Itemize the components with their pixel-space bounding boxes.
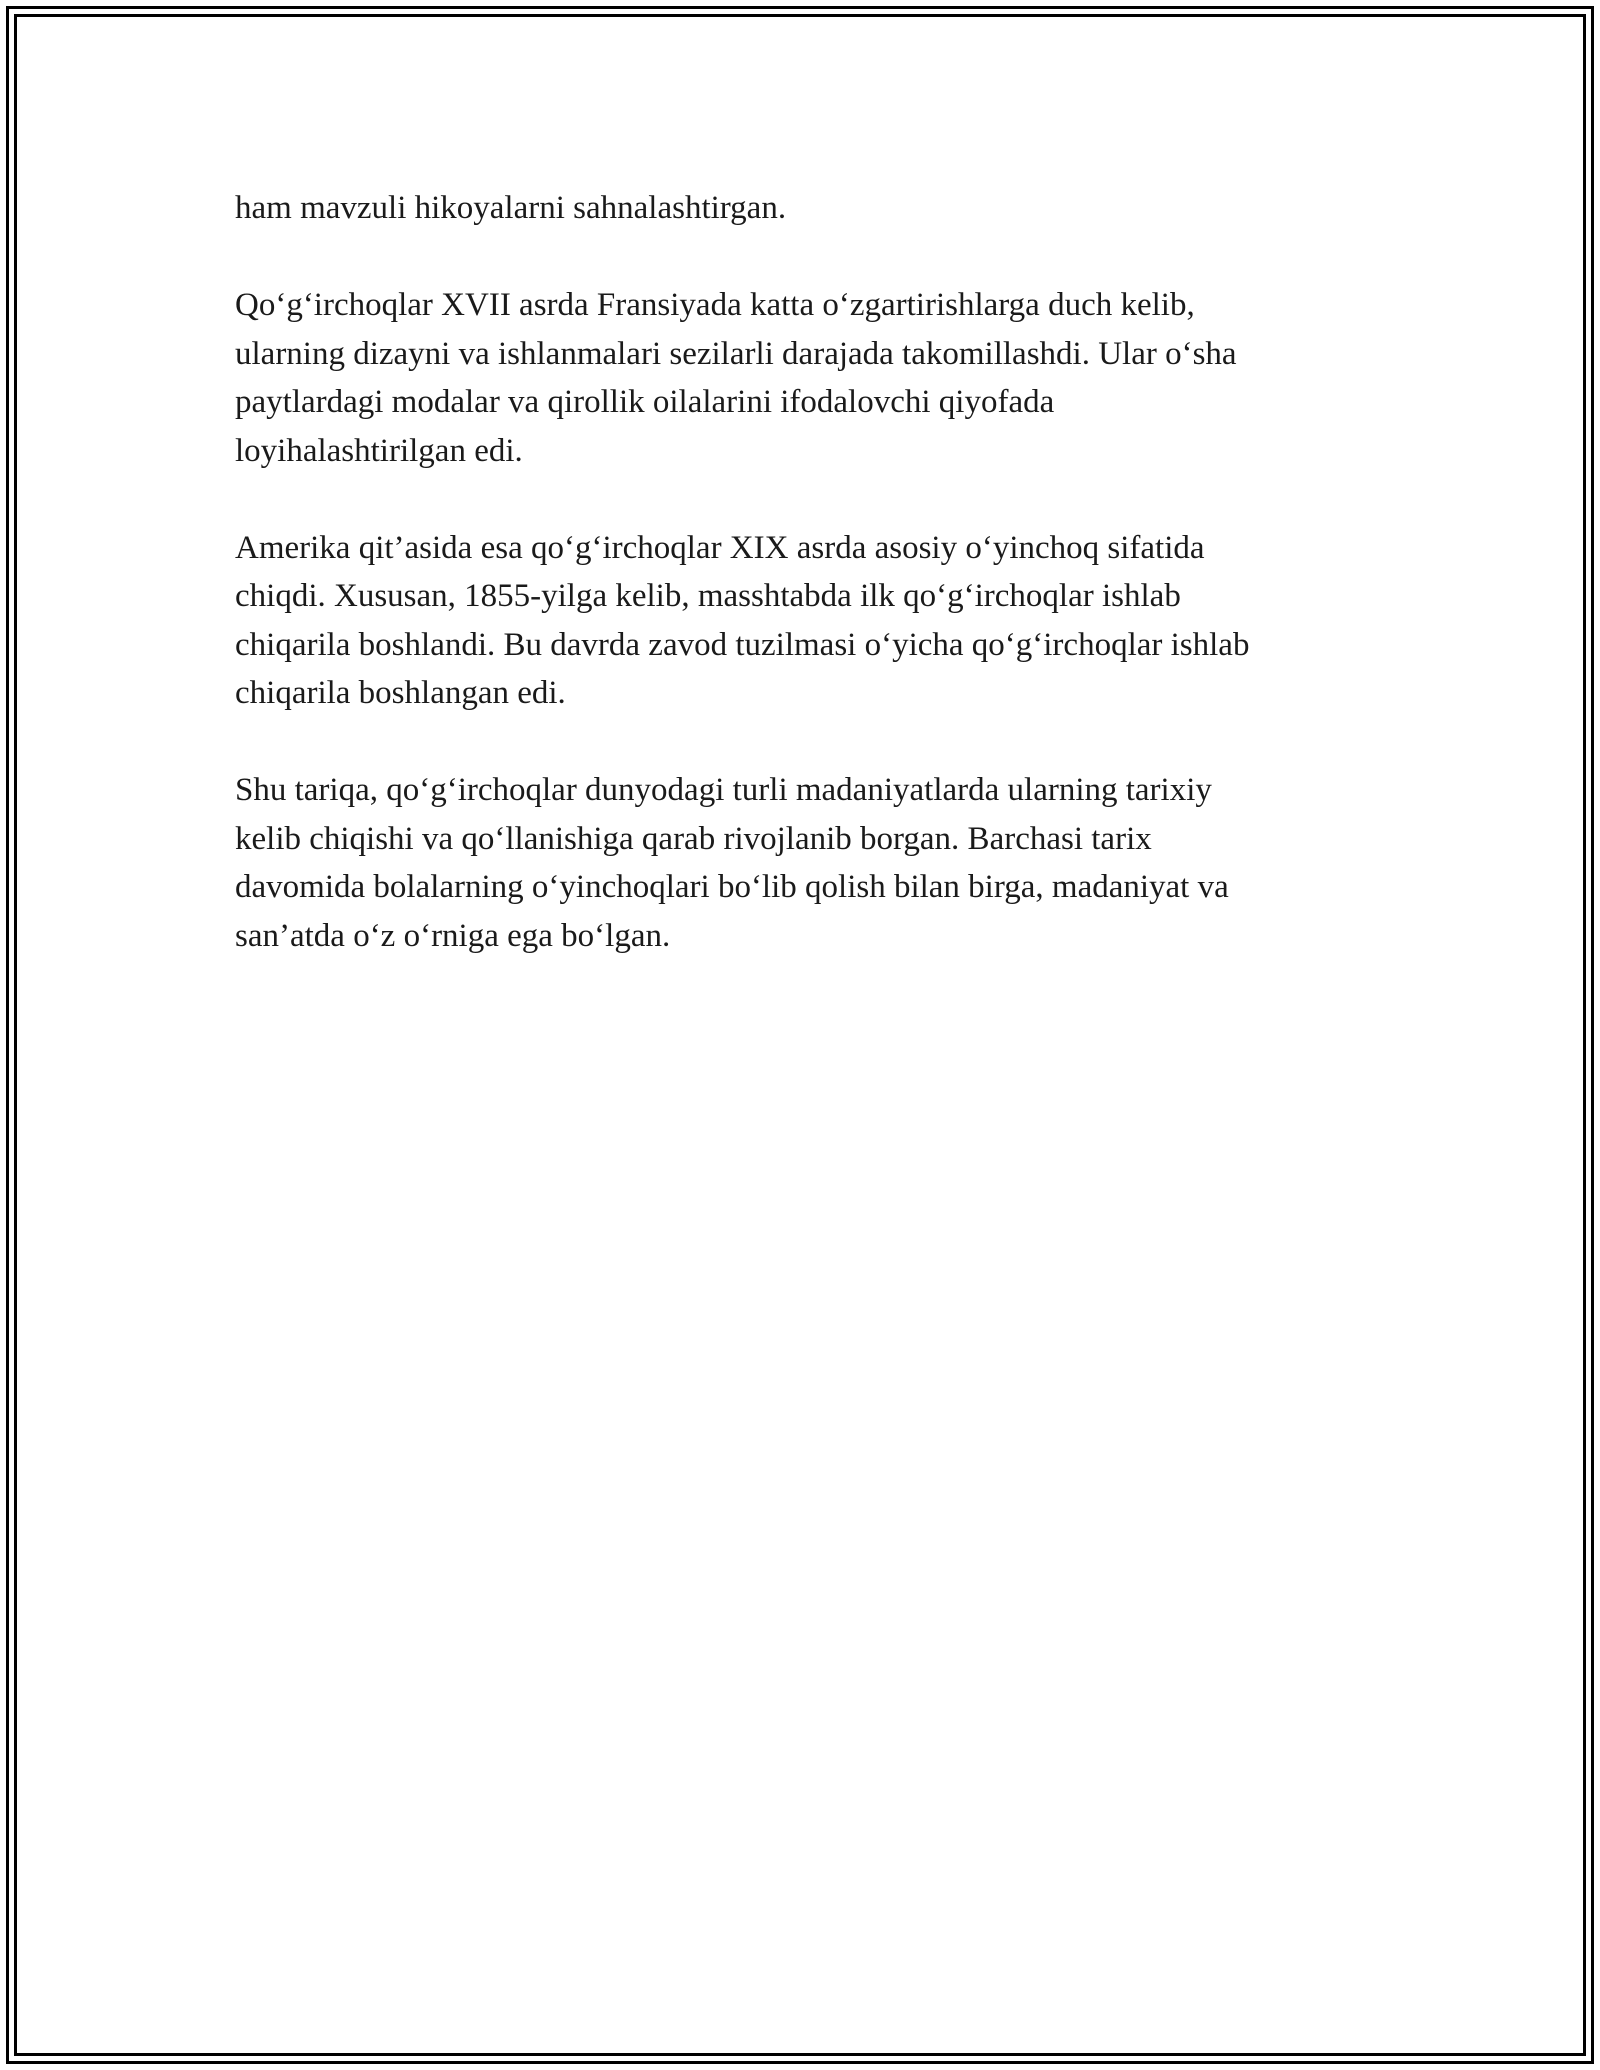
paragraph-4: [235, 766, 1385, 960]
paragraph-line: kelib chiqishi va qo‘llanishiga qarab rivojlanib borgan. Barchasi tarix: [235, 820, 1152, 857]
paragraph-line: ularning dizayni va ishlanmalari sezilarli darajada takomillashdi. Ular o‘sha: [235, 335, 1237, 372]
paragraph-2: [235, 281, 1385, 475]
paragraph-line: loyihalashtirilgan edi.: [235, 432, 523, 469]
paragraph-line: san’atda o‘z o‘rniga ega bo‘lgan.: [235, 917, 671, 954]
paragraph-3: [235, 524, 1385, 718]
paragraph-line: davomida bolalarning o‘yinchoqlari bo‘lib qolish bilan birga, madaniyat va: [235, 869, 1229, 905]
paragraph-line: Amerika qit’asida esa qo‘g‘irchoqlar XIX asrda asosiy o‘yinchoq sifatida: [235, 529, 1205, 566]
document-body: [235, 184, 1385, 1009]
paragraph-line: Shu tariqa, qo‘g‘irchoqlar dunyodagi turli madaniyatlarda ularning tarixiy: [235, 772, 1212, 808]
paragraph-line: ham mavzuli hikoyalarni sahnalashtirgan.: [235, 190, 787, 226]
paragraph-line: chiqdi. Xususan, 1855-yilga kelib, masshtabda ilk qo‘g‘irchoqlar ishlab: [235, 578, 1181, 614]
paragraph-line: paytlardagi modalar va qirollik oilalarini ifodalovchi qiyofada: [235, 384, 1055, 420]
paragraph-line: Qo‘g‘irchoqlar XVII asrda Fransiyada katta o‘zgartirishlarga duch kelib,: [235, 287, 1195, 323]
paragraph-1: [235, 184, 1385, 233]
paragraph-line: chiqarila boshlandi. Bu davrda zavod tuzilmasi o‘yicha qo‘g‘irchoqlar ishlab: [235, 626, 1250, 663]
paragraph-line: chiqarila boshlangan edi.: [235, 675, 566, 711]
